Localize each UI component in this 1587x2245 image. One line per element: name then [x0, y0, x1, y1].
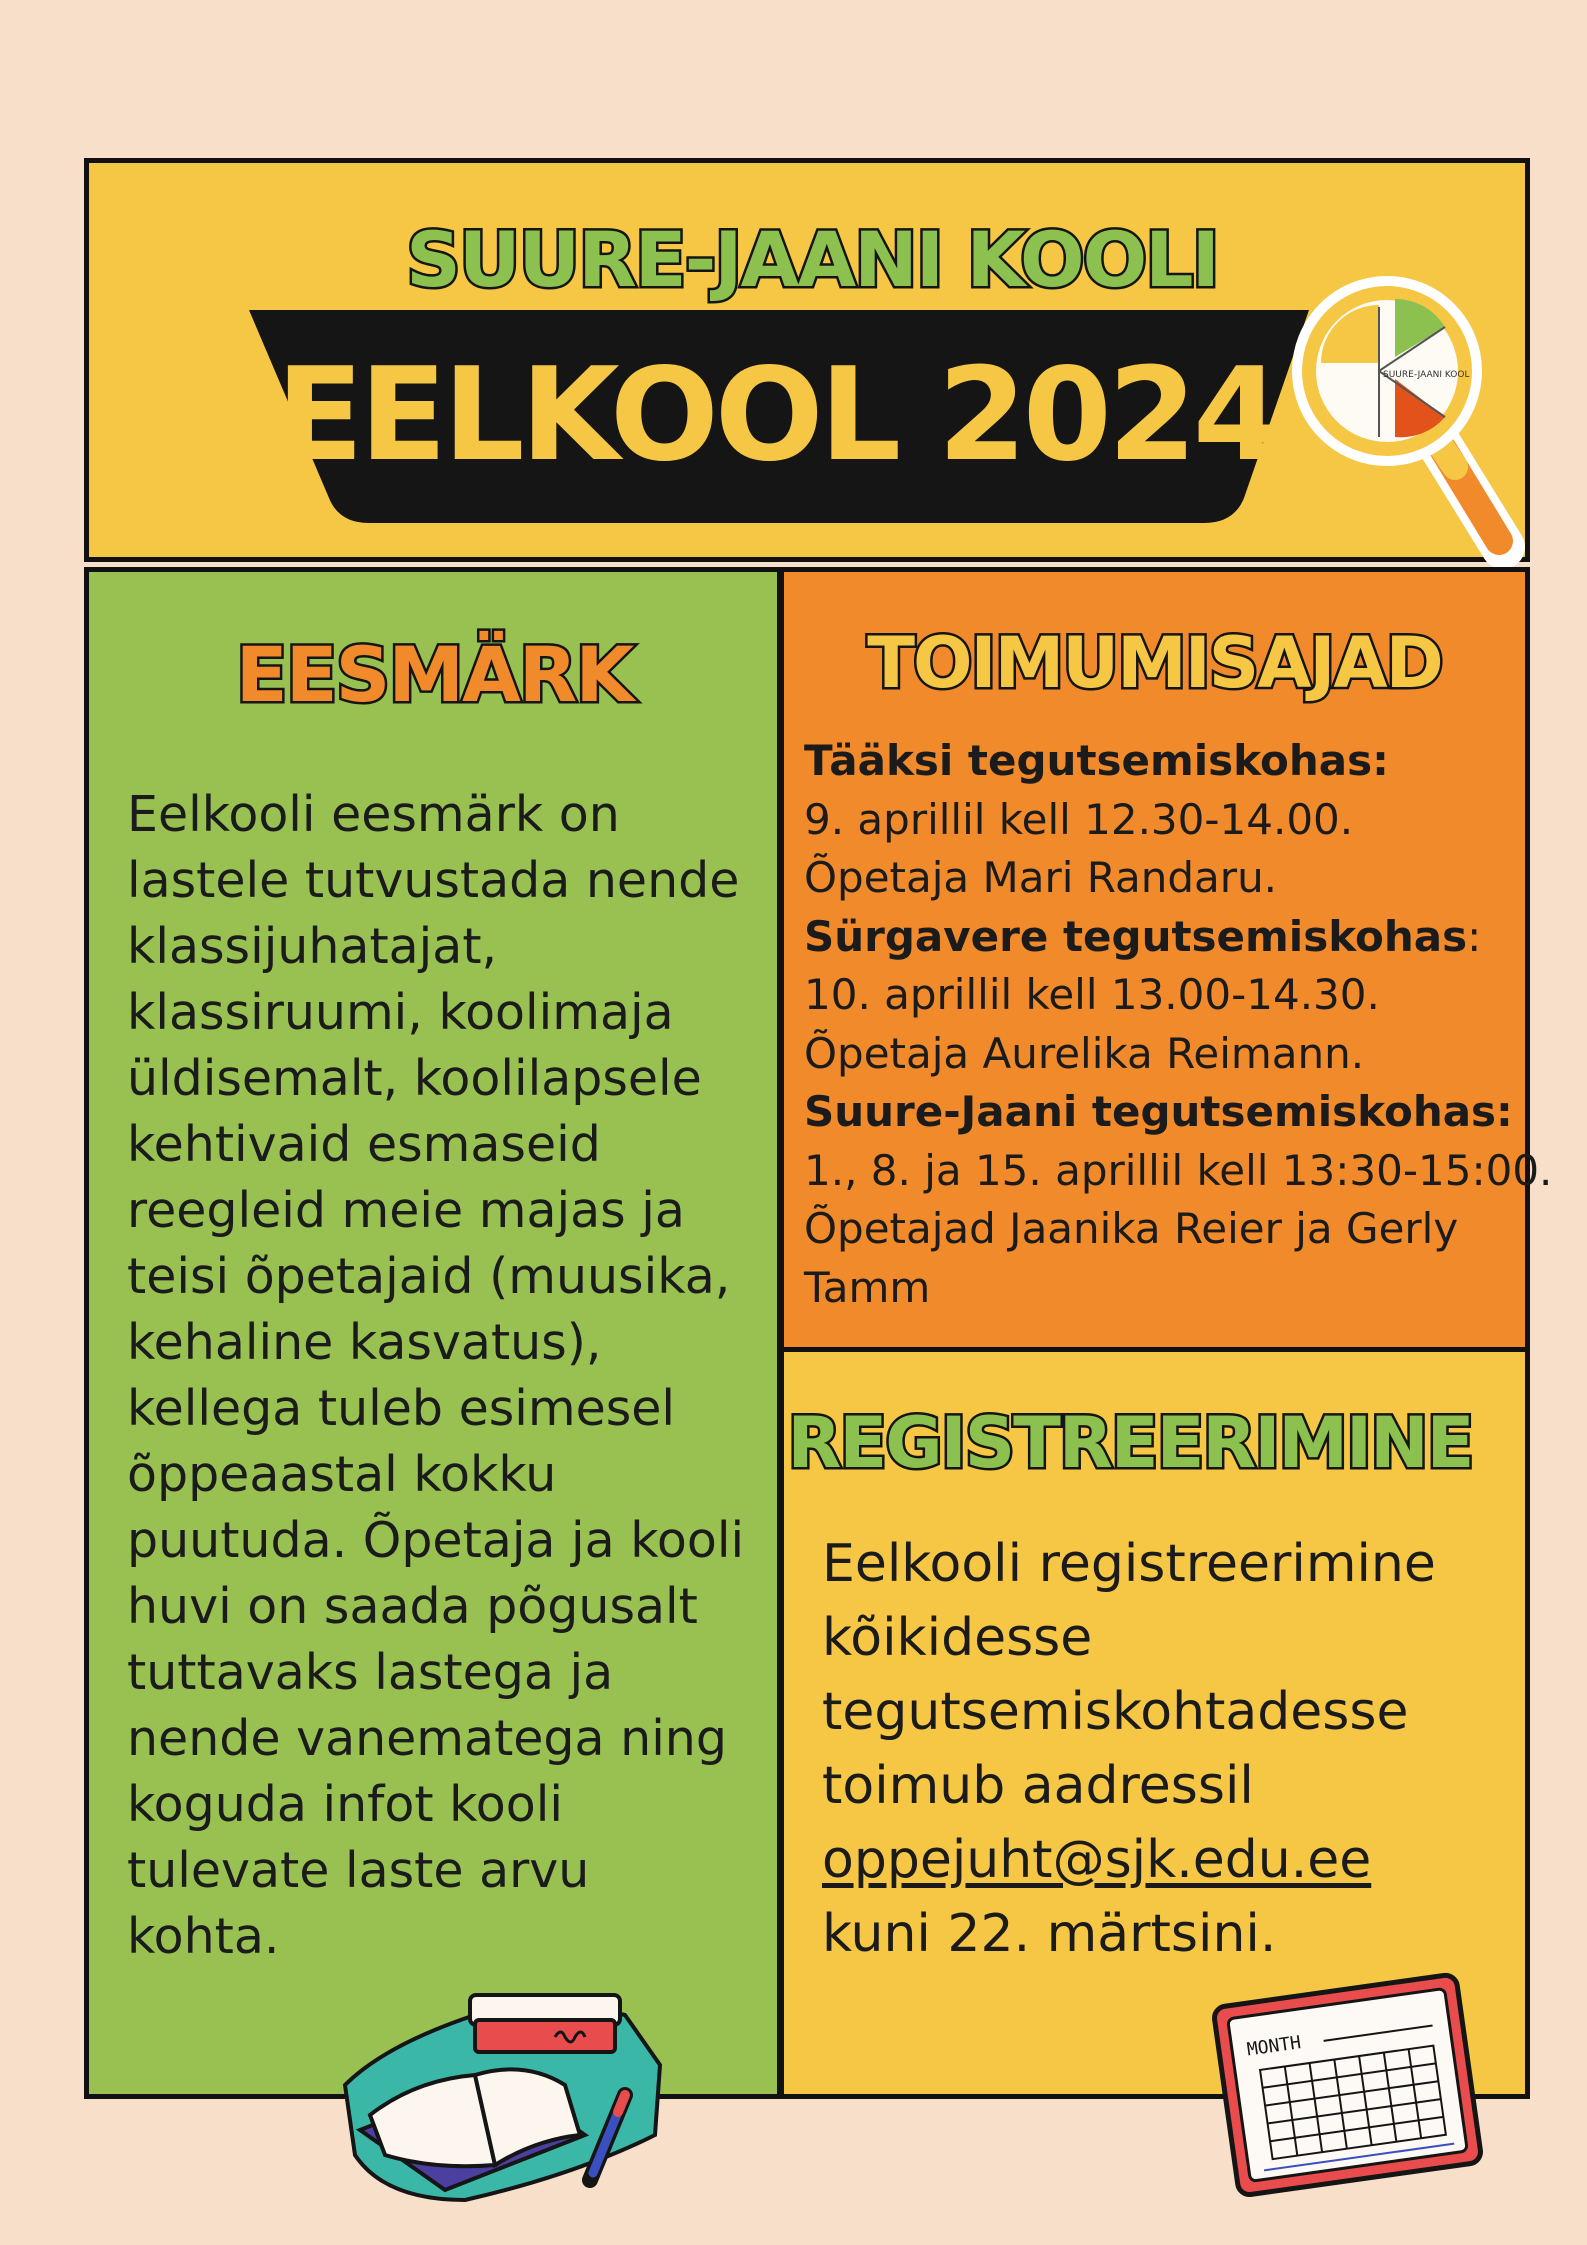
- school-name: SUURE-JAANI KOOLI: [406, 215, 1218, 304]
- location-teacher: Õpetaja Aurelika Reimann.: [804, 1028, 1365, 1078]
- location-teacher: Õpetajad Jaanika Reier ja Gerly: [804, 1204, 1459, 1253]
- location-time: 10. aprillil kell 13.00-14.30.: [804, 970, 1380, 1019]
- location-name: Tääksi tegutsemiskohas:: [804, 736, 1389, 785]
- page-title: EELKOOL 2024: [276, 341, 1278, 490]
- books-icon: [325, 1975, 675, 2205]
- email-link[interactable]: oppejuht@sjk.edu.ee: [822, 1830, 1372, 1890]
- location-time: 1., 8. ja 15. aprillil kell 13:30-15:00.: [804, 1145, 1553, 1195]
- logo-text: SUURE-JAANI KOOL: [1383, 370, 1470, 380]
- goal-heading: EESMÄRK: [235, 630, 633, 719]
- location-teacher: Õpetaja Mari Randaru.: [804, 853, 1278, 902]
- registration-line: kuni 22. märtsini.: [822, 1904, 1277, 1964]
- schedule-heading: TOIMUMISAJAD: [867, 622, 1442, 704]
- location-name: Sürgavere tegutsemiskohas:: [804, 911, 1482, 961]
- calendar-label: MONTH: [1245, 2032, 1303, 2061]
- registration-text: [822, 1527, 1512, 1971]
- registration-line: kõikidesse: [822, 1608, 1093, 1668]
- magnifier-icon: [1285, 267, 1525, 567]
- header-panel: [84, 158, 1530, 562]
- location-name: Suure-Jaani tegutsemiskohas:: [804, 1087, 1513, 1136]
- schedule-list: [804, 732, 1553, 1317]
- registration-line: toimub aadressil: [822, 1756, 1254, 1816]
- location-time: 9. aprillil kell 12.30-14.00.: [804, 794, 1354, 844]
- goal-panel: [84, 567, 782, 2099]
- registration-line: tegutsemiskohtadesse: [822, 1682, 1409, 1742]
- schedule-panel: [779, 567, 1553, 1352]
- registration-heading: REGISTREERIMINE: [787, 1402, 1473, 1484]
- calendar-icon: [1205, 1970, 1490, 2200]
- location-teacher-cont: Tamm: [804, 1262, 931, 1312]
- goal-text: Eelkooli eesmärk on lastele tutvustada nende klassijuhatajat, klassiruumi, koolimaja üldisemalt, koolilapsele kehtivaid esmaseid reegleid meie majas ja teisi õpetajaid (muusika, kehaline kasvatus), kellega tuleb esimesel õppeaastal kokku puutuda. Õpetaja ja kooli huvi on saada põgusalt tuttavaks lastega ja nende vanematega ning koguda infot kooli tulevate laste arvu kohta.: [127, 786, 745, 1965]
- registration-line: Eelkooli registreerimine: [822, 1534, 1436, 1594]
